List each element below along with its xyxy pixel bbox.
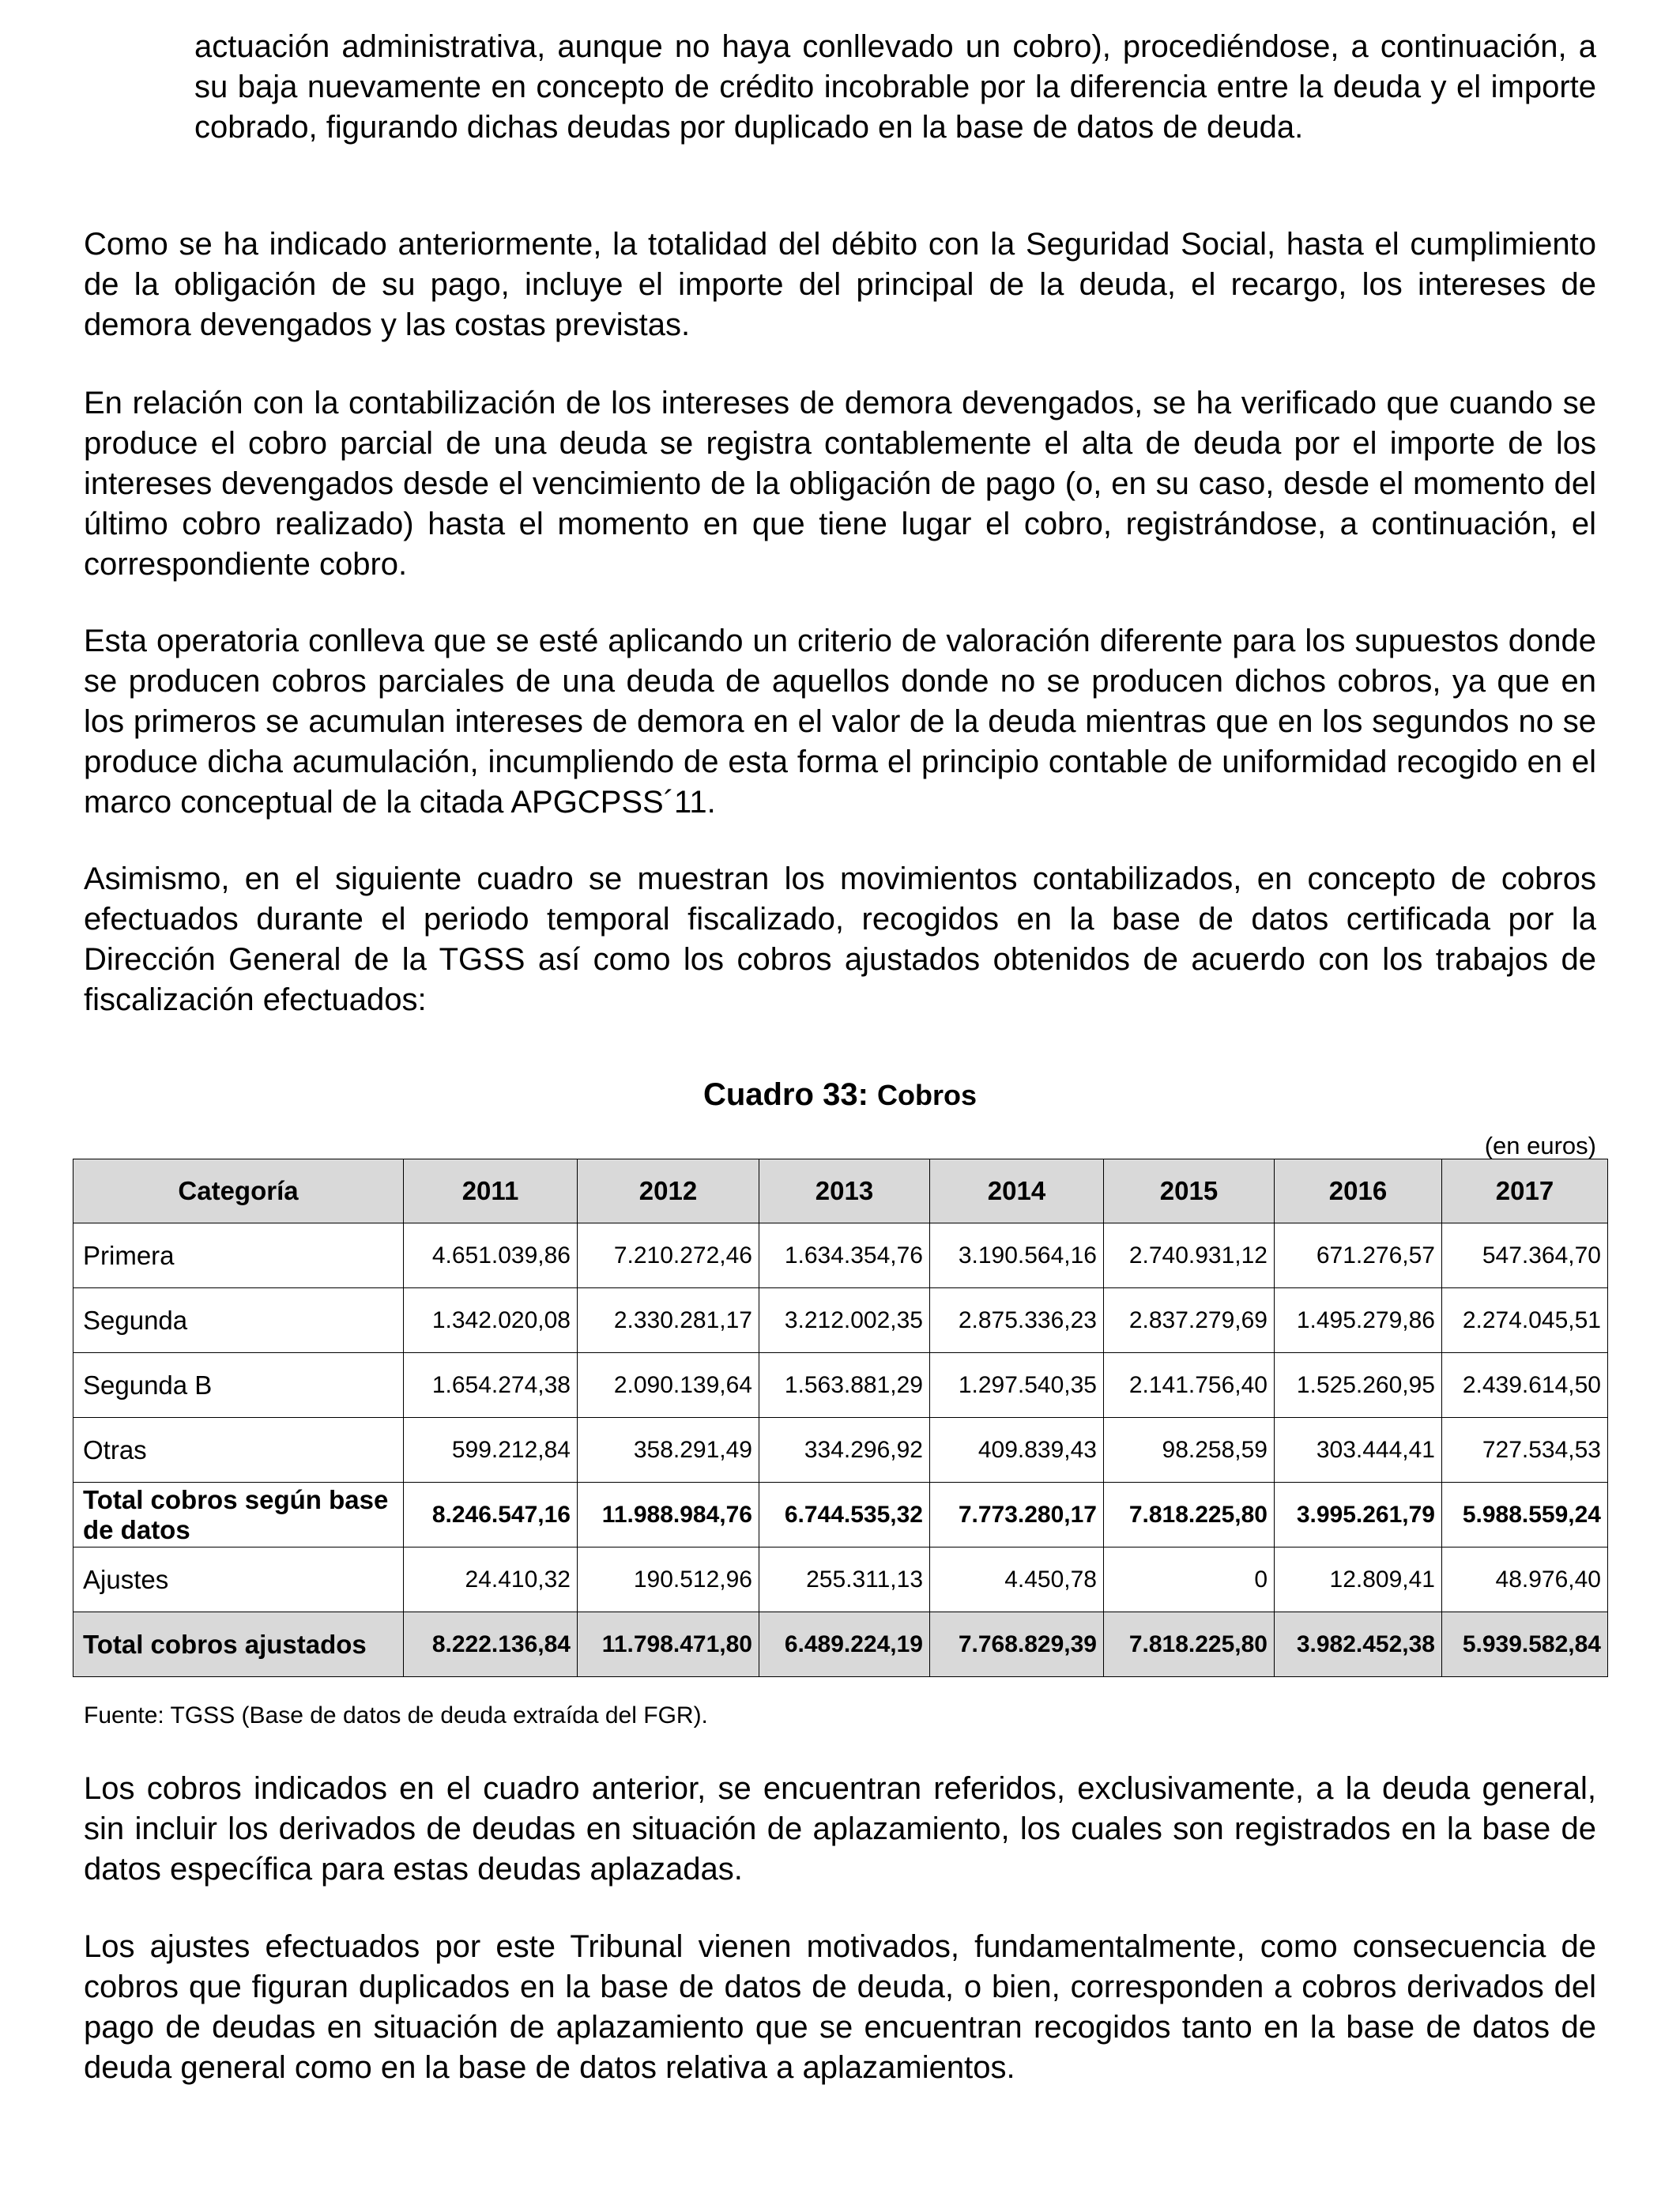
table-cell: 2.837.279,69	[1104, 1288, 1275, 1353]
column-header: 2016	[1275, 1159, 1442, 1223]
table-cell: 547.364,70	[1442, 1223, 1608, 1288]
table-cell: 255.311,13	[759, 1547, 930, 1612]
table-cell: 11.988.984,76	[578, 1483, 759, 1547]
table-cell: 1.495.279,86	[1275, 1288, 1442, 1353]
table-cell: 2.875.336,23	[930, 1288, 1104, 1353]
table-header-row	[73, 1159, 1608, 1223]
table-cell: 2.439.614,50	[1442, 1353, 1608, 1418]
table-cell: 2.740.931,12	[1104, 1223, 1275, 1288]
table-cell: 6.489.224,19	[759, 1612, 930, 1677]
column-header: 2014	[930, 1159, 1104, 1223]
table-cell: 4.450,78	[930, 1547, 1104, 1612]
table-cell: 2.141.756,40	[1104, 1353, 1275, 1418]
table-title-number: Cuadro 33:	[703, 1077, 868, 1112]
paragraph-2: Como se ha indicado anteriormente, la totalidad del débito con la Seguridad Social, hasta el cumplimiento de la obligación de su pago, incluye el importe del principal de la deuda, el recargo, los intereses de demora devengados y las costas previstas.	[84, 227, 1596, 342]
table-cell: 3.212.002,35	[759, 1288, 930, 1353]
table-cell: 0	[1104, 1547, 1275, 1612]
table-cell: 48.976,40	[1442, 1547, 1608, 1612]
paragraph-5: Asimismo, en el siguiente cuadro se muestran los movimientos contabilizados, en concepto de cobros efectuados durante el periodo temporal fiscalizado, recogidos en la base de datos certificada por la Dirección General de la TGSS así como los cobros ajustados obtenidos de acuerdo con los trabajos de fiscalización efectuados:	[84, 861, 1596, 1017]
table-cell: 358.291,49	[578, 1418, 759, 1483]
column-header: 2015	[1104, 1159, 1275, 1223]
table-cell: 334.296,92	[759, 1418, 930, 1483]
column-header: 2011	[404, 1159, 578, 1223]
table-cell: 599.212,84	[404, 1418, 578, 1483]
table-row-total	[73, 1612, 1608, 1677]
table-row	[73, 1288, 1608, 1353]
table-cell: 2.330.281,17	[578, 1288, 759, 1353]
table-cell: 1.563.881,29	[759, 1353, 930, 1418]
table-cell: 5.988.559,24	[1442, 1483, 1608, 1547]
paragraph-7: Los ajustes efectuados por este Tribunal vienen motivados, fundamentalmente, como consecuencia de cobros que figuran duplicados en la base de datos de deuda, o bien, corresponden a cobros derivados del pago de deudas en situación de aplazamiento que se encuentran recogidos tanto en la base de datos de deuda general como en la base de datos relativa a aplazamientos.	[84, 1929, 1596, 2085]
table-units: (en euros)	[1484, 1132, 1596, 1159]
table-title	[0, 1075, 1680, 1115]
row-label: Ajustes	[73, 1547, 404, 1612]
table-cell: 1.634.354,76	[759, 1223, 930, 1288]
row-label: Primera	[73, 1223, 404, 1288]
table-source-note: Fuente: TGSS (Base de datos de deuda extraída del FGR).	[84, 1702, 708, 1728]
table-row-subtotal	[73, 1483, 1608, 1547]
table-cell: 98.258,59	[1104, 1418, 1275, 1483]
table-cell: 190.512,96	[578, 1547, 759, 1612]
paragraph-3: En relación con la contabilización de los intereses de demora devengados, se ha verificado que cuando se produce el cobro parcial de una deuda se registra contablemente el alta de deuda por el importe de los intereses devengados desde el vencimiento de la obligación de pago (o, en su caso, desde el momento del último cobro realizado) hasta el momento en que tiene lugar el cobro, registrándose, a continuación, el correspondiente cobro.	[84, 386, 1596, 582]
table-cell: 2.274.045,51	[1442, 1288, 1608, 1353]
table-cell: 7.818.225,80	[1104, 1483, 1275, 1547]
table-cell: 2.090.139,64	[578, 1353, 759, 1418]
table-cell: 3.190.564,16	[930, 1223, 1104, 1288]
paragraph-1: actuación administrativa, aunque no haya conllevado un cobro), procediéndose, a continuación, a su baja nuevamente en concepto de crédito incobrable por la diferencia entre la deuda y el importe cobrado, figurando dichas deudas por duplicado en la base de datos de deuda.	[194, 29, 1596, 145]
row-label: Total cobros ajustados	[73, 1612, 404, 1677]
table-cell: 8.246.547,16	[404, 1483, 578, 1547]
table-cell: 1.297.540,35	[930, 1353, 1104, 1418]
table-cell: 3.995.261,79	[1275, 1483, 1442, 1547]
table-cell: 671.276,57	[1275, 1223, 1442, 1288]
column-header: 2012	[578, 1159, 759, 1223]
table-row	[73, 1418, 1608, 1483]
row-label: Segunda B	[73, 1353, 404, 1418]
column-header: 2013	[759, 1159, 930, 1223]
table-cell: 5.939.582,84	[1442, 1612, 1608, 1677]
column-header: 2017	[1442, 1159, 1608, 1223]
table-cell: 24.410,32	[404, 1547, 578, 1612]
table-cell: 11.798.471,80	[578, 1612, 759, 1677]
row-label: Otras	[73, 1418, 404, 1483]
table-cell: 4.651.039,86	[404, 1223, 578, 1288]
table-cell: 1.342.020,08	[404, 1288, 578, 1353]
table-cell: 8.222.136,84	[404, 1612, 578, 1677]
cobros-table	[73, 1159, 1608, 1677]
table-cell: 303.444,41	[1275, 1418, 1442, 1483]
table-cell: 409.839,43	[930, 1418, 1104, 1483]
row-label: Total cobros según base de datos	[73, 1483, 404, 1547]
table-row	[73, 1353, 1608, 1418]
table-cell: 12.809,41	[1275, 1547, 1442, 1612]
table-row	[73, 1547, 1608, 1612]
table-cell: 7.818.225,80	[1104, 1612, 1275, 1677]
table-cell: 6.744.535,32	[759, 1483, 930, 1547]
table-cell: 7.773.280,17	[930, 1483, 1104, 1547]
table-cell: 1.654.274,38	[404, 1353, 578, 1418]
row-label: Segunda	[73, 1288, 404, 1353]
paragraph-4: Esta operatoria conlleva que se esté aplicando un criterio de valoración diferente para los supuestos donde se producen cobros parciales de una deuda de aquellos donde no se producen dichos cobros, ya que en los primeros se acumulan intereses de demora en el valor de la deuda mientras que en los segundos no se produce dicha acumulación, incumpliendo de esta forma el principio contable de uniformidad recogido en el marco conceptual de la citada APGCPSS´11.	[84, 624, 1596, 820]
table-cell: 7.768.829,39	[930, 1612, 1104, 1677]
column-header: Categoría	[73, 1159, 404, 1223]
paragraph-6: Los cobros indicados en el cuadro anterior, se encuentran referidos, exclusivamente, a la deuda general, sin incluir los derivados de deudas en situación de aplazamiento, los cuales son registrados en la base de datos específica para estas deudas aplazadas.	[84, 1771, 1596, 1887]
table-cell: 1.525.260,95	[1275, 1353, 1442, 1418]
table-title-name: Cobros	[877, 1079, 977, 1111]
table-cell: 7.210.272,46	[578, 1223, 759, 1288]
table-row	[73, 1223, 1608, 1288]
table-cell: 3.982.452,38	[1275, 1612, 1442, 1677]
table-cell: 727.534,53	[1442, 1418, 1608, 1483]
